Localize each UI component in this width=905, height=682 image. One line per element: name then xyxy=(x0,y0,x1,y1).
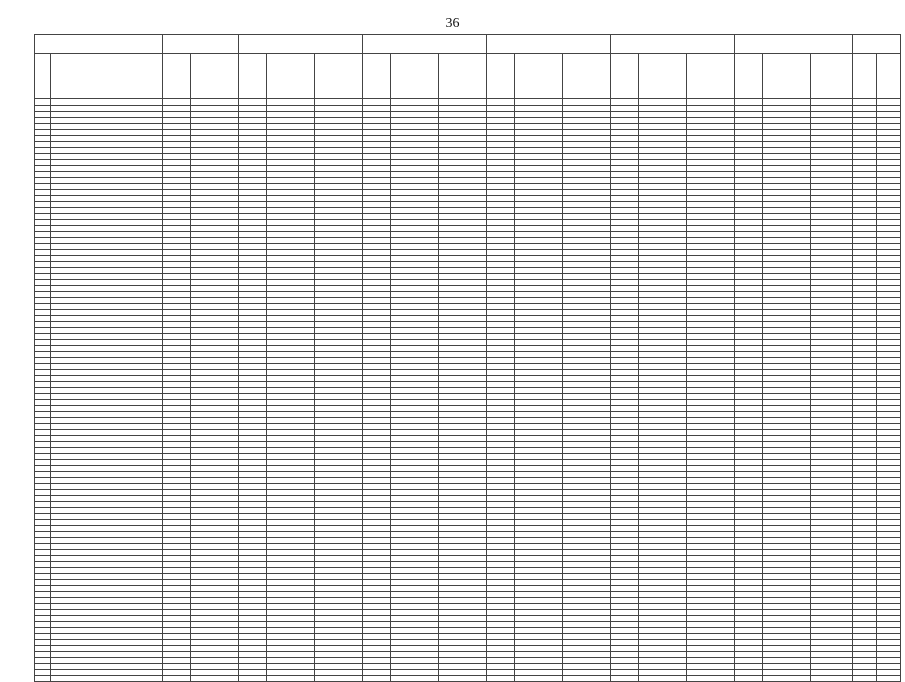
table-cell xyxy=(191,676,239,682)
table-cell xyxy=(315,676,363,682)
table-cell xyxy=(239,676,267,682)
housing-program-table xyxy=(34,34,901,682)
table-cell xyxy=(811,676,853,682)
table-cell xyxy=(563,676,611,682)
table-cell xyxy=(853,676,877,682)
table-cell xyxy=(735,676,763,682)
table-cell xyxy=(51,676,163,682)
header-row-columns xyxy=(35,54,901,99)
table-cell xyxy=(639,676,687,682)
header-row-groups xyxy=(35,35,901,54)
table-cell xyxy=(487,676,515,682)
table-body xyxy=(35,106,901,682)
table-cell xyxy=(877,676,901,682)
table-cell xyxy=(391,676,439,682)
table-cell xyxy=(515,676,563,682)
table-cell xyxy=(763,676,811,682)
table-cell xyxy=(439,676,487,682)
table-cell xyxy=(687,676,735,682)
table-cell xyxy=(267,676,315,682)
table-row xyxy=(35,676,901,682)
header-row-units xyxy=(35,99,901,106)
table-cell xyxy=(363,676,391,682)
table-cell xyxy=(163,676,191,682)
table-cell xyxy=(35,676,51,682)
page-number: 36 xyxy=(445,16,460,31)
table-cell xyxy=(611,676,639,682)
